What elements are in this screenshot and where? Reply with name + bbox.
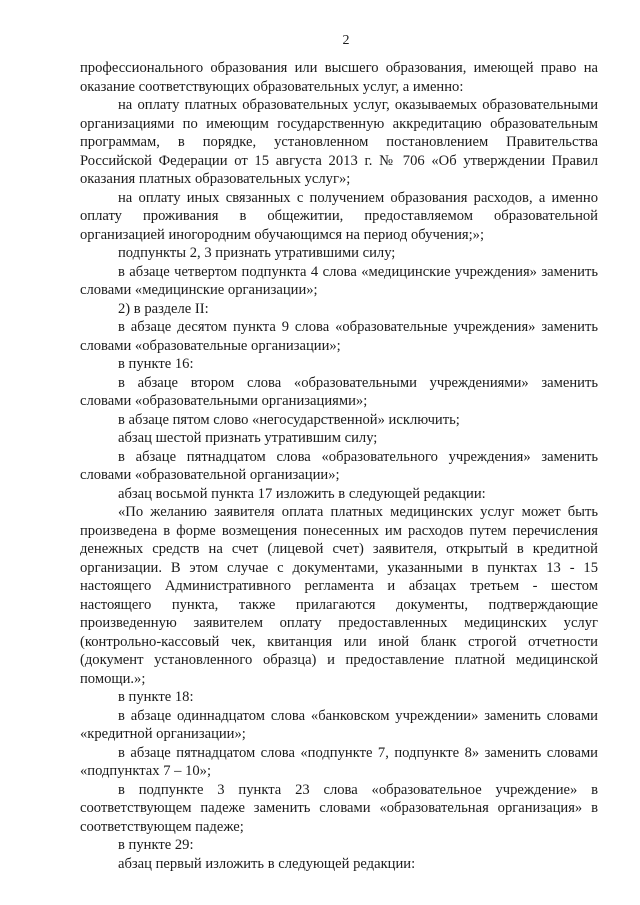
- paragraph: в абзаце четвертом подпункта 4 слова «медицинские учреждения» заменить словами «медицинские организации»;: [80, 263, 598, 298]
- paragraph: абзац шестой признать утратившим силу;: [118, 430, 378, 446]
- paragraph: абзац первый изложить в следующей редакции:: [118, 855, 416, 872]
- paragraph: абзац восьмой пункта 17 изложить в следующей редакции:: [118, 485, 486, 502]
- paragraph: 2) в разделе II:: [118, 300, 209, 317]
- paragraph: в абзаце пятнадцатом слова «подпункте 7, подпункте 8» заменить словами «подпунктах 7 – 10»;: [80, 744, 598, 779]
- paragraph: профессионального образования или высшего образования, имеющей право на оказание соответствующих образовательных услуг, а именно:: [80, 60, 598, 95]
- paragraph: в абзаце пятом слово «негосударственной» исключить;: [118, 411, 460, 428]
- paragraph: в абзаце пятнадцатом слова «образовательного учреждения» заменить словами «образовательной организации»;: [80, 448, 598, 483]
- paragraph: подпункты 2, 3 признать утратившими силу;: [118, 245, 396, 261]
- paragraph: на оплату платных образовательных услуг, оказываемых образовательными организациями по имеющим государственную аккредитацию образовательным программам, в порядке, установленном постановлением Правительства Российской Федерации от 15 августа 2013 г. № 706 «Об утверждении Правил оказания платных образовательных услуг»;: [80, 97, 598, 187]
- page-number: 2: [342, 33, 350, 48]
- paragraph: в подпункте 3 пункта 23 слова «образовательное учреждение» в соответствующем падеже заменить словами «образовательная организация» в соответствующем падеже;: [80, 781, 598, 835]
- paragraph: в абзаце втором слова «образовательными учреждениями» заменить словами «образовательными организациями»;: [80, 374, 598, 409]
- paragraph: в пункте 18:: [118, 689, 194, 705]
- paragraph: в абзаце одиннадцатом слова «банковском учреждении» заменить словами «кредитной организации»;: [80, 707, 598, 742]
- paragraph: в пункте 16:: [118, 356, 194, 372]
- paragraph: на оплату иных связанных с получением образования расходов, а именно оплату проживания в общежитии, предоставляемом образовательной организацией иногородним обучающимся на период обучения;»;: [80, 189, 598, 243]
- paragraph: в пункте 29:: [118, 837, 194, 853]
- paragraph: в абзаце десятом пункта 9 слова «образовательные учреждения» заменить словами «образовательные организации»;: [80, 319, 598, 354]
- document-body: [80, 59, 598, 873]
- paragraph: «По желанию заявителя оплата платных медицинских услуг может быть произведена в форме возмещения понесенных им расходов путем перечисления денежных средств на счет (лицевой счет) заявителя, открытый в кредитной организации. В этом случае с документами, указанными в пунктах 13 - 15 настоящего Административного регламента и абзацах третьем - шестом настоящего пункта, также прилагаются документы, подтверждающие произведенную заявителем оплату предоставленных медицинских услуг (контрольно-кассовый чек, квитанция или иной бланк строгой отчетности (документ установленного образца) и предоставление платной медицинской помощи.»;: [80, 504, 598, 687]
